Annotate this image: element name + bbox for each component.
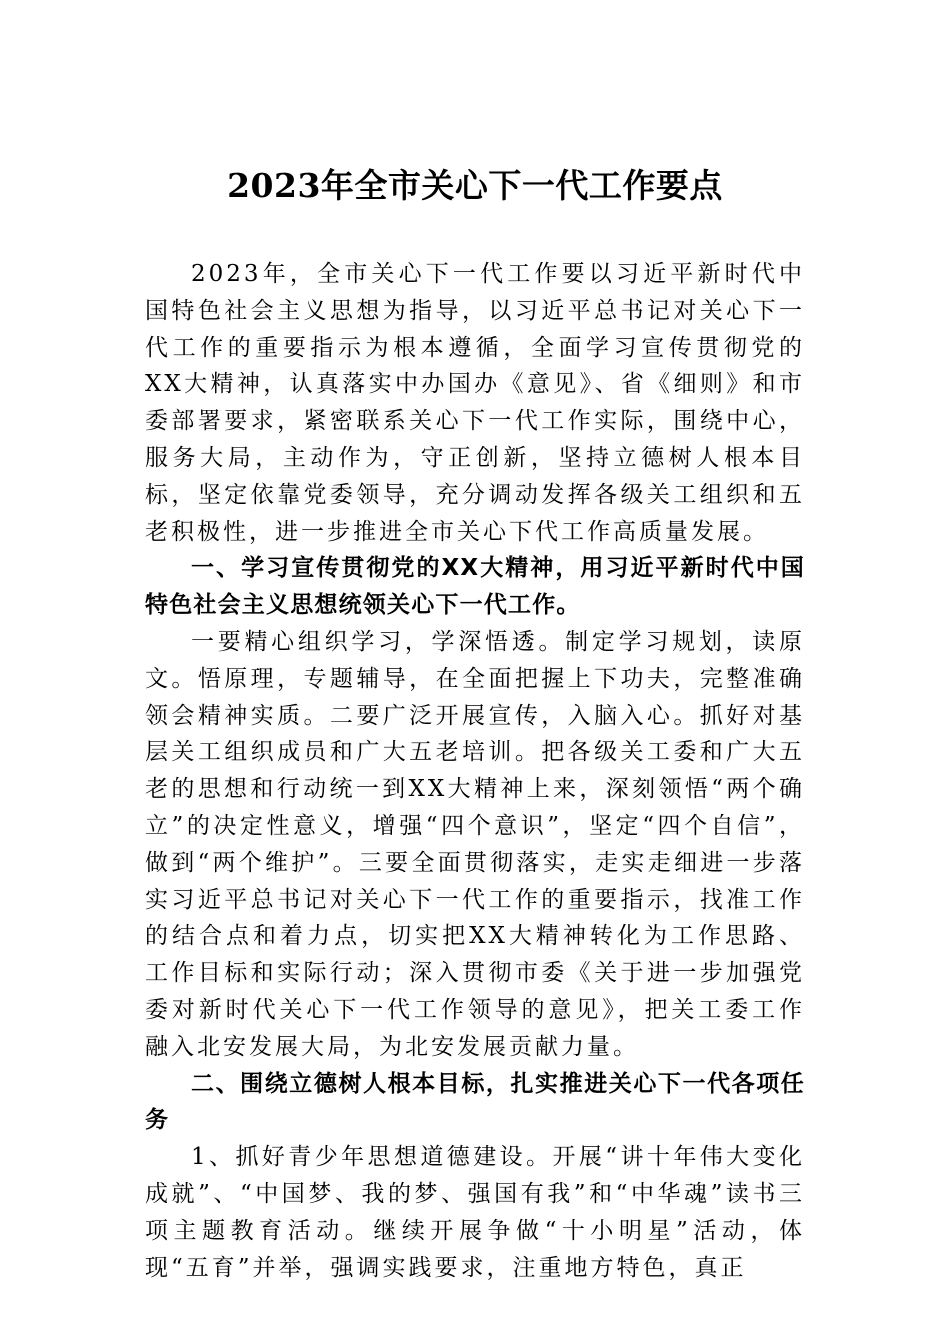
section-heading-1: 一、学习宣传贯彻党的XX大精神，用习近平新时代中国特色社会主义思想统领关心下一代工作。 [145,555,805,619]
intro-paragraph: 2023年，全市关心下一代工作要以习近平新时代中国特色社会主义思想为指导，以习近平总书记对关心下一代工作的重要指示为根本遵循，全面学习宣传贯彻党的XX大精神，认真落实中办国办《意见》、省《细则》和市委部署要求，紧密联系关心下一代工作实际，围绕中心，服务大局，主动作为，守正创新，坚持立德树人根本目标，坚定依靠党委领导，充分调动发挥各级关工组织和五老积极性，进一步推进全市关心下代工作高质量发展。 [145,261,805,545]
document-body [145,256,805,1286]
section-2-item-1-paragraph: 1、抓好青少年思想道德建设。开展“讲十年伟大变化成就”、“中国梦、我的梦、强国有我”和“中华魂”读书三项主题教育活动。继续开展争做“十小明星”活动，体现“五育”并举，强调实践要求，注重地方特色，真正 [145,1144,805,1281]
document-title: 2023年全市关心下一代工作要点 [227,166,723,205]
section-1-paragraph: 一要精心组织学习，学深悟透。制定学习规划，读原文。悟原理，专题辅导，在全面把握上下功夫，完整准确领会精神实质。二要广泛开展宣传，入脑入心。抓好对基层关工组织成员和广大五老培训。把各级关工委和广大五老的思想和行动统一到XX大精神上来，深刻领悟“两个确立”的决定性意义，增强“四个意识”，坚定“四个自信”，做到“两个维护”。三要全面贯彻落实，走实走细进一步落实习近平总书记对关心下一代工作的重要指示，找准工作的结合点和着力点，切实把XX大精神转化为工作思路、工作目标和实际行动；深入贯彻市委《关于进一步加强党委对新时代关心下一代工作领导的意见》，把关工委工作融入北安发展大局，为北安发展贡献力量。 [145,628,805,1060]
section-heading-2: 二、围绕立德树人根本目标，扎实推进关心下一代各项任务 [145,1070,805,1134]
